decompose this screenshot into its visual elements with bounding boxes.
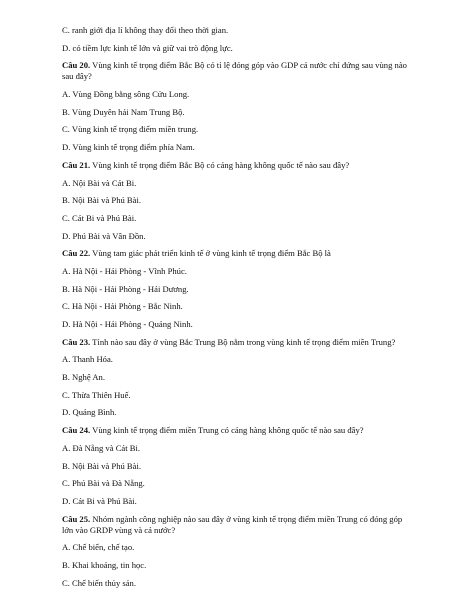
- question-number: Câu 21.: [62, 159, 91, 170]
- question-number: Câu 24.: [62, 425, 91, 436]
- answer-option: C. Thừa Thiên Huế.: [62, 389, 131, 400]
- question-text: Tỉnh nào sau đây ở vùng Bắc Trung Bộ nằm trong vùng kinh tế trọng điểm miền Trung?: [90, 336, 396, 347]
- question-stem: [62, 160, 410, 171]
- question-number: Câu 23.: [62, 336, 91, 347]
- answer-option: D. Cát Bi và Phú Bài.: [62, 495, 137, 506]
- answer-option: C. Chế biến thủy sản.: [62, 577, 136, 588]
- question-number: Câu 20.: [62, 60, 91, 71]
- answer-option: D. Quảng Bình.: [62, 407, 117, 418]
- answer-option: C. Phú Bài và Đà Nẵng.: [62, 478, 145, 489]
- answer-option: A. Thanh Hóa.: [62, 354, 113, 365]
- answer-option: C. Hà Nội - Hải Phòng - Bắc Ninh.: [62, 301, 183, 312]
- answer-option: B. Nghệ An.: [62, 372, 105, 383]
- answer-option: A. Đà Nẵng và Cát Bi.: [62, 442, 141, 453]
- question-text: Vùng kinh tế trọng điểm Bắc Bộ có tỉ lệ đóng góp vào GDP cả nước chỉ đứng sau vùng nào sau đây?: [62, 60, 407, 82]
- answer-option: A. Vùng Đồng bằng sông Cửu Long.: [62, 89, 190, 100]
- question-stem: [62, 425, 410, 436]
- answer-option: D. Hà Nội - Hải Phòng - Quảng Ninh.: [62, 319, 193, 329]
- document-body: [62, 25, 410, 595]
- question-stem: [62, 337, 410, 348]
- question-text: Vùng tam giác phát triển kinh tế ở vùng kinh tế trọng điểm Bắc Bộ là: [90, 248, 331, 259]
- answer-option: B. Hà Nội - Hải Phòng - Hải Dương.: [62, 283, 189, 294]
- answer-option: B. Nội Bài và Phú Bài.: [62, 460, 142, 471]
- answer-option: C. ranh giới địa lí không thay đổi theo thời gian.: [62, 25, 229, 35]
- answer-option: A. Hà Nội - Hải Phòng - Vĩnh Phúc.: [62, 265, 187, 276]
- question-stem: [62, 514, 410, 536]
- question-number: Câu 25.: [62, 513, 91, 524]
- question-text: Nhóm ngành công nghiệp nào sau đây ở vùng kinh tế trọng điểm miền Trung có đóng góp lớn vào GRDP vùng và cả nước?: [62, 513, 403, 535]
- answer-option: C. Cát Bi và Phú Bài.: [62, 212, 137, 223]
- answer-option: B. Khai khoáng, tin học.: [62, 559, 147, 570]
- question-number: Câu 22.: [62, 248, 91, 259]
- answer-option: A. Chế biến, chế tạo.: [62, 542, 135, 553]
- answer-option: B. Nội Bài và Phú Bài.: [62, 195, 142, 206]
- question-text: Vùng kinh tế trọng điểm Bắc Bộ có cảng hàng không quốc tế nào sau đây?: [90, 159, 350, 170]
- answer-option: A. Nội Bài và Cát Bi.: [62, 177, 137, 188]
- question-stem: [62, 248, 410, 259]
- answer-option: D. Phú Bài và Vân Đồn.: [62, 230, 146, 241]
- answer-option: B. Vùng Duyên hải Nam Trung Bộ.: [62, 106, 185, 117]
- answer-option: D. Vùng kinh tế trọng điểm phía Nam.: [62, 142, 195, 153]
- question-stem: [62, 60, 410, 82]
- answer-option: D. có tiềm lực kinh tế lớn và giữ vai trò động lực.: [62, 42, 233, 53]
- answer-option: C. Vùng kinh tế trọng điểm miền trung.: [62, 124, 199, 135]
- question-text: Vùng kinh tế trọng điểm miền Trung có cảng hàng không quốc tế nào sau đây?: [90, 425, 364, 436]
